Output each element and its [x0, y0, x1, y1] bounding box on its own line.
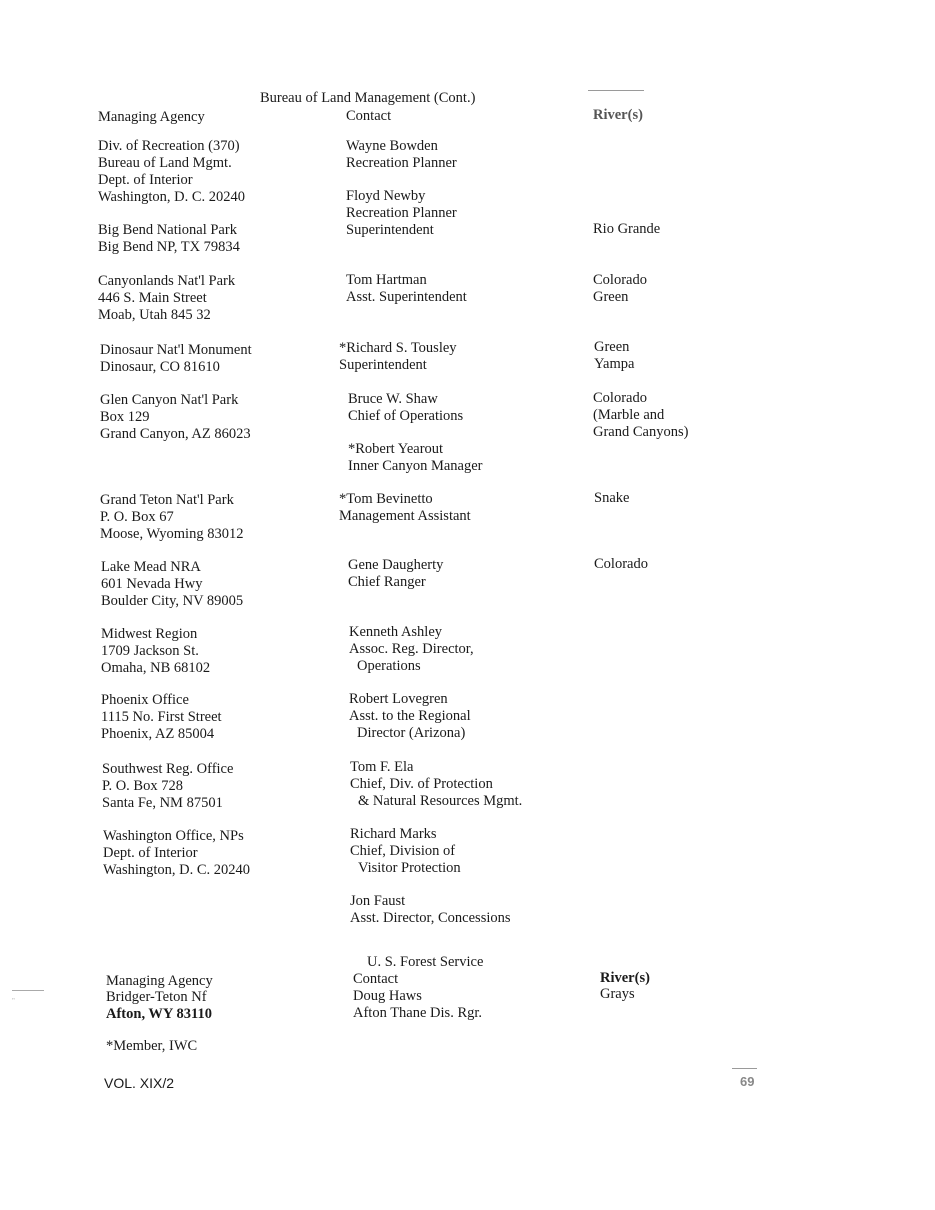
entry-contact-line: Robert Lovegren	[349, 691, 448, 707]
volume-label: VOL. XIX/2	[104, 1075, 175, 1091]
entry-contact-line: Gene Daugherty	[348, 557, 444, 573]
fs-agency-line: Afton, WY 83110	[106, 1006, 212, 1022]
entry-contact-line: Wayne Bowden	[346, 138, 438, 154]
entry-contact-block	[346, 138, 457, 239]
entry-contact-block	[339, 340, 457, 374]
entry-contact-block	[348, 557, 443, 591]
entry-contact-line: Chief Ranger	[348, 574, 426, 590]
entry-contact-line: Inner Canyon Manager	[348, 458, 483, 474]
margin-mark: "	[12, 990, 44, 1031]
entry-agency-block	[101, 559, 243, 610]
fs-river-line: Grays	[600, 986, 635, 1002]
entry-agency-line: Grand Teton Nat'l Park	[100, 492, 234, 508]
entry-rivers-block	[594, 339, 634, 373]
entry-contact-line: Operations	[357, 658, 421, 674]
page-number-rule	[732, 1068, 757, 1069]
entry-contact-line: Asst. to the Regional	[349, 708, 471, 724]
fs-agency-line: Bridger-Teton Nf	[106, 989, 207, 1005]
entry-agency-block	[98, 273, 235, 324]
entry-rivers-line: Green	[593, 289, 629, 305]
entry-contact-line: Asst. Director, Concessions	[350, 910, 511, 926]
entry-contact-line: Chief, Div. of Protection	[350, 776, 493, 792]
entry-contact-line: Tom Hartman	[346, 272, 427, 288]
header-rule	[588, 90, 644, 91]
entry-rivers-block	[594, 490, 629, 507]
fs-rivers-block	[600, 986, 635, 1003]
entry-rivers-line: Colorado	[594, 556, 648, 572]
fs-contact-block	[353, 988, 482, 1022]
entry-agency-line: Big Bend NP, TX 79834	[98, 239, 240, 255]
entry-agency-line: 446 S. Main Street	[98, 290, 207, 306]
entry-agency-line: Bureau of Land Mgmt.	[98, 155, 232, 171]
entry-agency-line: Grand Canyon, AZ 86023	[100, 426, 251, 442]
entry-agency-block	[98, 138, 245, 206]
footnote: *Member, IWC	[106, 1038, 198, 1054]
entry-contact-block	[346, 272, 467, 306]
entry-contact-line: *Robert Yearout	[348, 441, 444, 457]
entry-rivers-line: Colorado	[593, 272, 647, 288]
entry-agency-line: Dept. of Interior	[103, 845, 198, 861]
entry-contact-line: & Natural Resources Mgmt.	[358, 793, 523, 809]
entry-contact-line: Recreation Planner	[346, 155, 457, 171]
fs-column-header-agency: Managing Agency	[106, 973, 213, 989]
fs-column-header-rivers: River(s)	[600, 970, 650, 986]
entry-agency-line: 1115 No. First Street	[101, 709, 222, 725]
entry-contact-line	[350, 877, 511, 893]
fs-agency-block	[106, 989, 212, 1023]
entry-contact-block	[349, 624, 474, 675]
section-header-forest-service: U. S. Forest Service	[367, 954, 484, 970]
entry-contact-line: *Tom Bevinetto	[339, 491, 433, 507]
entry-agency-line: P. O. Box 728	[102, 778, 183, 794]
entry-contact-line: Superintendent	[346, 222, 434, 238]
entry-agency-line: Div. of Recreation (370)	[98, 138, 240, 154]
entry-agency-block	[102, 761, 233, 812]
entry-rivers-block	[593, 221, 660, 238]
fs-contact-line: Afton Thane Dis. Rgr.	[353, 1005, 483, 1021]
entry-contact-line	[346, 172, 457, 188]
entry-agency-line: Box 129	[100, 409, 150, 425]
entry-contact-line: Richard Marks	[350, 826, 437, 842]
entry-contact-line: Bruce W. Shaw	[348, 391, 438, 407]
entry-agency-block	[101, 692, 222, 743]
entry-contact-line: Tom F. Ela	[350, 759, 414, 775]
entry-agency-line: Santa Fe, NM 87501	[102, 795, 223, 811]
entry-agency-line: Big Bend National Park	[98, 222, 237, 238]
entry-agency-line: Midwest Region	[101, 626, 198, 642]
entry-agency-line: Dinosaur Nat'l Monument	[100, 342, 252, 358]
fs-column-header-contact: Contact	[353, 971, 399, 987]
entry-agency-line: Lake Mead NRA	[101, 559, 201, 575]
entry-contact-line: Chief, Division of	[350, 843, 456, 859]
entry-agency-line: Southwest Reg. Office	[102, 761, 234, 777]
entry-contact-block	[350, 826, 511, 927]
entry-rivers-line: Yampa	[594, 356, 635, 372]
entry-contact-line: Chief of Operations	[348, 408, 464, 424]
entry-agency-line: 601 Nevada Hwy	[101, 576, 203, 592]
entry-agency-line: Canyonlands Nat'l Park	[98, 273, 236, 289]
fs-contact-line: Doug Haws	[353, 988, 422, 1004]
entry-rivers-line: Green	[594, 339, 630, 355]
entry-contact-line: Director (Arizona)	[357, 725, 466, 741]
entry-contact-line: Superintendent	[339, 357, 427, 373]
entry-agency-line: Dinosaur, CO 81610	[100, 359, 220, 375]
entry-agency-line: Washington, D. C. 20240	[98, 189, 246, 205]
entry-rivers-line: Colorado	[593, 390, 647, 406]
section-header-blm: Bureau of Land Management (Cont.)	[260, 90, 476, 106]
entry-agency-block	[101, 626, 210, 677]
entry-contact-block	[349, 691, 471, 742]
entry-contact-line: Recreation Planner	[346, 205, 457, 221]
entry-agency-line: Phoenix Office	[101, 692, 189, 708]
entry-agency-block	[100, 392, 251, 443]
entry-agency-line: Moab, Utah 845 32	[98, 307, 211, 323]
entry-contact-line: Assoc. Reg. Director,	[349, 641, 474, 657]
entry-agency-line: 1709 Jackson St.	[101, 643, 199, 659]
entry-contact-line: Kenneth Ashley	[349, 624, 443, 640]
entry-rivers-line: Rio Grande	[593, 221, 661, 237]
entry-agency-line: Boulder City, NV 89005	[101, 593, 244, 609]
entry-agency-line: Glen Canyon Nat'l Park	[100, 392, 239, 408]
entry-rivers-block	[593, 390, 688, 441]
entry-agency-line: Washington Office, NPs	[103, 828, 244, 844]
entry-agency-line: Dept. of Interior	[98, 172, 193, 188]
entry-agency-line: Phoenix, AZ 85004	[101, 726, 215, 742]
entry-rivers-line: Grand Canyons)	[593, 424, 689, 440]
entry-contact-line	[348, 425, 482, 441]
entry-contact-block	[348, 391, 482, 475]
entry-contact-block	[350, 759, 522, 810]
entry-rivers-block	[594, 556, 648, 573]
entry-agency-line: Omaha, NB 68102	[101, 660, 211, 676]
entry-contact-line: Visitor Protection	[358, 860, 461, 876]
entry-contact-line: Asst. Superintendent	[346, 289, 467, 305]
column-header-rivers: River(s)	[593, 107, 643, 123]
entry-rivers-line: (Marble and	[593, 407, 665, 423]
column-header-contact: Contact	[346, 108, 392, 124]
entry-rivers-block	[593, 272, 647, 306]
entry-contact-line: Floyd Newby	[346, 188, 426, 204]
entry-contact-block	[339, 491, 471, 525]
entry-rivers-line: Snake	[594, 490, 630, 506]
entry-agency-line: Moose, Wyoming 83012	[100, 526, 244, 542]
entry-contact-line: Management Assistant	[339, 508, 471, 524]
entry-agency-line: P. O. Box 67	[100, 509, 174, 525]
entry-agency-block	[98, 222, 240, 256]
entry-agency-block	[100, 342, 252, 376]
entry-agency-block	[103, 828, 250, 879]
entry-agency-line: Washington, D. C. 20240	[103, 862, 251, 878]
column-header-agency: Managing Agency	[98, 109, 205, 125]
page-number: 69	[740, 1074, 755, 1089]
entry-contact-line: *Richard S. Tousley	[339, 340, 457, 356]
entry-agency-block	[100, 492, 243, 543]
entry-contact-line: Jon Faust	[350, 893, 406, 909]
